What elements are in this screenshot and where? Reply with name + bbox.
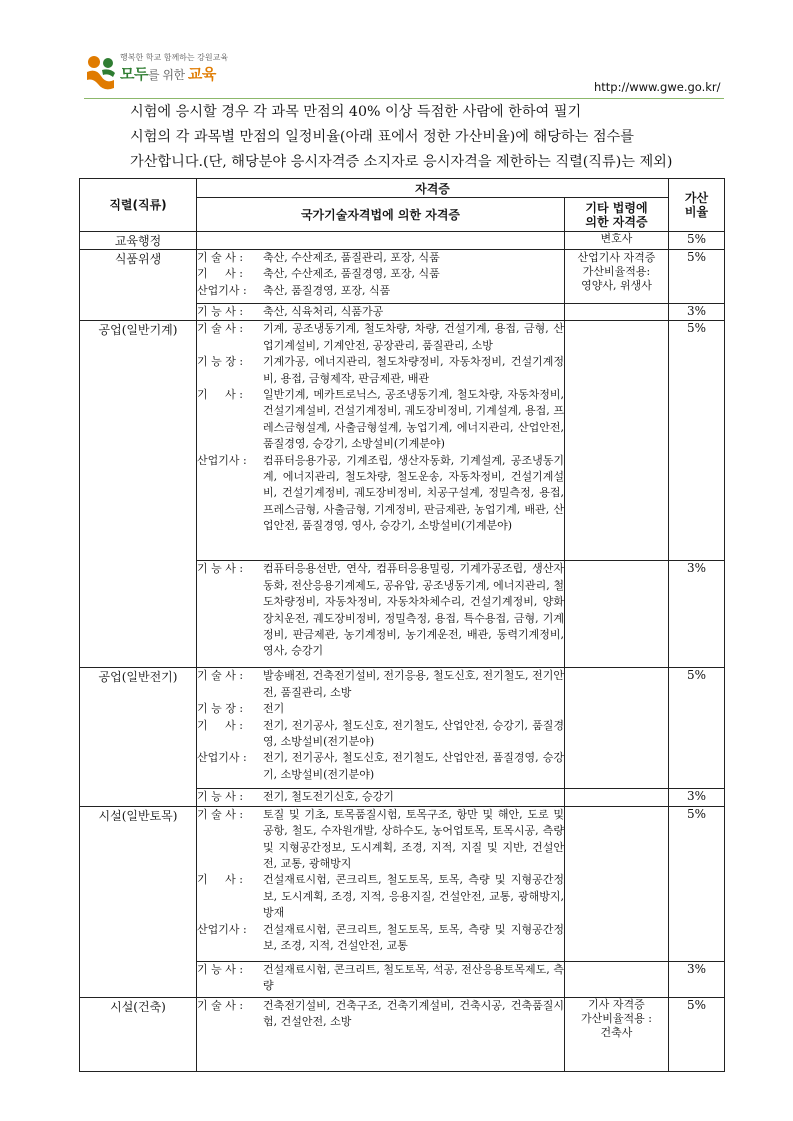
table-row (80, 321, 725, 561)
table-row (80, 250, 725, 304)
grade-label: 기 술 사 : (197, 669, 244, 683)
other-qual-cell (565, 789, 669, 806)
grade-label: 기 술 사 : (197, 807, 244, 821)
grade-label: 기 능 장 : (197, 702, 244, 716)
other-qual-cell: 변호사 (565, 232, 669, 250)
header-rate-line2: 비율 (684, 205, 709, 219)
qual-list: 축산, 수산제조, 품질경영, 포장, 식품 (263, 267, 440, 281)
logo-icon (84, 54, 118, 92)
grade-label: 기 능 사 : (197, 790, 244, 804)
logo-title-part3: 교육 (187, 65, 216, 83)
qual-list: 기계, 공조냉동기계, 철도차량, 차량, 건설기계, 용접, 금형, 산업기계설비, 기계안전, 공장관리, 품질관리, 소방 (263, 322, 564, 352)
qual-entry (197, 789, 564, 805)
qual-entry (197, 718, 564, 751)
intro-paragraph (130, 100, 724, 175)
other-qual-line: 영양사, 위생사 (581, 279, 652, 292)
grade-label: 기 술 사 : (197, 251, 244, 264)
qual-list: 축산, 식육처리, 식품가공 (263, 305, 384, 318)
header-national: 국가기술자격법에 의한 자격증 (197, 198, 565, 232)
grade-label: 기 술 사 : (197, 998, 244, 1012)
qual-entry (197, 701, 564, 717)
qual-list: 건설재료시험, 콘크리트, 철도토목, 토목, 측량 및 지형공간정보, 조경, 지적, 건설안전, 교통 (263, 922, 564, 953)
table-row (80, 668, 725, 789)
qual-list: 건축전기설비, 건축구조, 건축기계설비, 건축시공, 건축품질시험, 건설안전, 소방 (263, 998, 564, 1029)
qualification-cell (197, 321, 565, 561)
other-qual-cell (565, 304, 669, 321)
qual-list: 토질 및 기초, 토목품질시험, 토목구조, 항만 및 해안, 도로 및 공항, 철도, 수자원개발, 상하수도, 농어업토목, 토목시공, 측량 및 지형공간정보, 도시계획, 조경, 지적, 지질 및 지반, 건설안전, 교통, 광해방지 (263, 807, 564, 871)
header-rate (669, 179, 725, 232)
logo-title-part1: 모두 (120, 65, 148, 83)
logo-title-part2: 를 위한 (147, 68, 188, 82)
intro-line: 가산합니다.(단, 해당분야 응시자격증 소지자로 응시자격을 제한하는 직렬(직류)는 제외) (130, 154, 673, 170)
qual-list: 컴퓨터응용가공, 기계조립, 생산자동화, 기계설계, 공조냉동기계, 에너지관리, 철도차량, 철도운송, 자동차정비, 건설기계설비, 건설기계정비, 궤도장비정비, 치공구설계, 정밀측정, 용접, 프레스금형, 사출금형, 기계정비, 판금제관, 농업기계, 배관, 산업안전, 품질경영, 영사, 승강기, 소방설비(기계분야) (263, 453, 564, 533)
qual-entry (197, 668, 564, 701)
other-qual-cell (565, 997, 669, 1071)
rate-cell: 3% (669, 961, 725, 997)
category-cell: 교육행정 (80, 232, 197, 250)
other-qual-cell (565, 561, 669, 668)
qual-entry (197, 962, 564, 995)
qualification-cell (197, 997, 565, 1071)
qual-list: 축산, 수산제조, 품질관리, 포장, 식품 (263, 251, 440, 264)
rate-cell: 3% (669, 789, 725, 806)
qual-entry (197, 750, 564, 783)
rate-cell: 5% (669, 806, 725, 961)
header-rate-line1: 가산 (684, 191, 709, 205)
qualification-cell (197, 961, 565, 997)
site-url[interactable]: http://www.gwe.go.kr/ (594, 80, 721, 94)
rate-cell: 5% (669, 250, 725, 304)
category-cell: 식품위생 (80, 250, 197, 321)
qual-list: 전기, 전기공사, 철도신호, 전기철도, 산업안전, 품질경영, 승강기, 소방설비(전기분야) (263, 751, 564, 781)
intro-line: 시험의 각 과목별 만점의 일정비율(아래 표에서 정한 가산비율)에 해당하는 점수를 (130, 129, 634, 145)
header-other-line1: 기타 법령에 (585, 200, 648, 215)
grade-label: 기 사 : (197, 873, 243, 887)
other-qual-line: 가산비율적용: (582, 265, 651, 278)
qualification-cell (197, 789, 565, 806)
qual-list: 컴퓨터응용선반, 연삭, 컴퓨터응용밀링, 기계가공조립, 생산자동화, 전산응용기계제도, 공유압, 공조냉동기계, 에너지관리, 철도차량정비, 자동차정비, 자동차차체수리, 건설기계정비, 양화장치운전, 궤도장비정비, 정밀측정, 용접, 특수용접, 금형, 기계정비, 판금제관, 농기계정비, 농기계운전, 배관, 동력기계정비, 영사, 승강기 (263, 562, 564, 658)
other-qual-cell (565, 250, 669, 304)
qualification-cell (197, 304, 565, 321)
grade-label: 산업기사 : (197, 751, 247, 765)
qual-entry (197, 321, 564, 354)
qual-entry (197, 561, 564, 659)
grade-label: 산업기사 : (197, 922, 247, 936)
category-cell: 공업(일반기계) (80, 321, 197, 668)
qual-entry (197, 266, 564, 282)
other-qual-line: 가산비율적용 : (581, 1011, 652, 1025)
qual-list: 전기, 철도전기신호, 승강기 (263, 790, 394, 804)
grade-label: 산업기사 : (197, 453, 247, 467)
grade-label: 기 능 사 : (197, 305, 244, 318)
qualification-cell (197, 250, 565, 304)
header-divider (84, 98, 724, 99)
table-row (80, 806, 725, 961)
page-header (0, 0, 793, 104)
table-row (80, 997, 725, 1071)
category-cell: 공업(일반전기) (80, 668, 197, 806)
rate-cell: 5% (669, 668, 725, 789)
intro-line: 시험에 응시할 경우 각 과목 만점의 40% 이상 득점한 사람에 한하여 필기 (130, 104, 582, 120)
rate-cell: 5% (669, 232, 725, 250)
qual-entry (197, 304, 564, 320)
qual-entry (197, 998, 564, 1031)
table-header-row (80, 179, 725, 198)
grade-label: 기 술 사 : (197, 322, 244, 336)
qual-entry (197, 807, 564, 873)
other-qual-cell (565, 806, 669, 961)
rate-cell: 3% (669, 304, 725, 321)
grade-label: 기 사 : (197, 388, 243, 402)
qual-list: 일반기계, 메카트로닉스, 공조냉동기계, 철도차량, 자동차정비, 건설기계설비, 건설기계정비, 궤도장비정비, 기계설계, 용접, 프레스금형설계, 사출금형설계, 농업기계, 에너지관리, 산업안전, 품질경영, 승강기, 소방설비(기계분야) (263, 388, 564, 451)
qual-entry (197, 387, 564, 453)
other-qual-cell (565, 668, 669, 789)
logo-title (120, 63, 216, 84)
category-cell: 시설(건축) (80, 997, 197, 1071)
grade-label: 기 능 사 : (197, 962, 244, 976)
qualification-cell (197, 561, 565, 668)
qual-entry (197, 250, 564, 266)
other-qual-line: 기사 자격증 (588, 997, 645, 1011)
category-cell: 시설(일반토목) (80, 806, 197, 997)
other-qual-line: 건축사 (600, 1025, 633, 1039)
qual-entry (197, 872, 564, 921)
qual-list: 축산, 품질경영, 포장, 식품 (263, 283, 391, 297)
qual-entry (197, 354, 564, 387)
other-qual-line: 산업기사 자격증 (577, 251, 656, 264)
qual-list: 전기 (263, 702, 285, 716)
qualification-cell (197, 668, 565, 789)
qualification-cell (197, 806, 565, 961)
rate-cell: 5% (669, 321, 725, 561)
qual-entry (197, 283, 564, 299)
rate-cell: 3% (669, 561, 725, 668)
grade-label: 산업기사 : (197, 283, 247, 297)
other-qual-cell (565, 961, 669, 997)
qual-list: 발송배전, 건축전기설비, 전기응용, 철도신호, 전기철도, 전기안전, 품질관리, 소방 (263, 669, 564, 699)
qual-entry (197, 922, 564, 955)
header-job: 직렬(직류) (80, 179, 197, 232)
other-qual-cell (565, 321, 669, 561)
grade-label: 기 능 장 : (197, 355, 244, 369)
grade-label: 기 사 : (197, 718, 243, 732)
bonus-rate-table (79, 178, 725, 1072)
header-qualification: 자격증 (197, 179, 669, 198)
qual-list: 기계가공, 에너지관리, 철도차량정비, 자동차정비, 건설기계정비, 용접, 금형제작, 판금제관, 배관 (263, 355, 564, 385)
logo-tagline: 행복한 학교 함께하는 강원교육 (120, 53, 229, 62)
qual-list: 전기, 전기공사, 철도신호, 전기철도, 산업안전, 승강기, 품질경영, 소방설비(전기분야) (263, 718, 564, 749)
qualification-cell (197, 232, 565, 250)
grade-label: 기 능 사 : (197, 562, 244, 576)
rate-cell: 5% (669, 997, 725, 1071)
grade-label: 기 사 : (197, 267, 243, 281)
table-row (80, 232, 725, 250)
header-other-line2: 의한 자격증 (585, 214, 648, 229)
header-other (565, 198, 669, 232)
qual-list: 건설재료시험, 콘크리트, 철도토목, 석공, 전산응용토목제도, 측량 (263, 962, 564, 993)
qual-entry (197, 453, 564, 535)
qual-list: 건설재료시험, 콘크리트, 철도토목, 토목, 측량 및 지형공간정보, 도시계획, 조경, 지적, 응용지질, 건설안전, 교통, 광해방지, 방재 (263, 873, 564, 920)
logo (84, 50, 284, 94)
